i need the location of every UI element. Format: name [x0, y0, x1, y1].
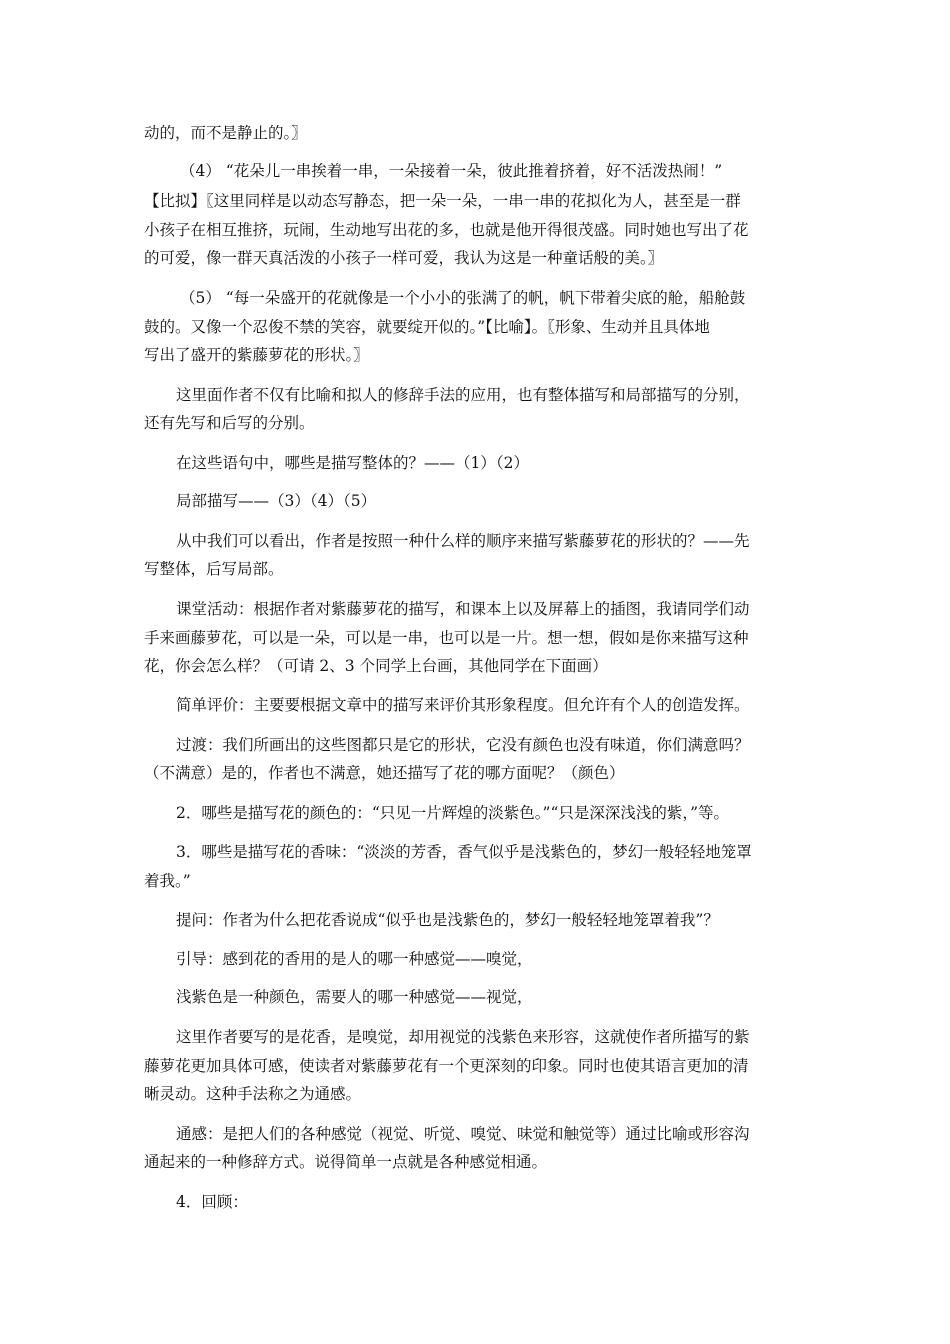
paragraph-line: 通感：是把人们的各种感觉（视觉、听觉、嗅觉、味觉和触觉等）通过比喻或形容沟 [176, 1125, 750, 1143]
paragraph-line: （不满意）是的，作者也不满意，她还描写了花的哪方面呢？（颜色） [144, 764, 625, 782]
paragraph-line: 在这些语句中，哪些是描写整体的？——（1）（2） [176, 454, 529, 472]
paragraph-line: 过渡：我们所画出的这些图都只是它的形状，它没有颜色也没有味道，你们满意吗？ [176, 736, 750, 754]
paragraph-line: 着我。” [144, 872, 191, 890]
paragraph-line: 写整体，后写局部。 [144, 560, 284, 578]
paragraph-line: 从中我们可以看出，作者是按照一种什么样的顺序来描写紫藤萝花的形状的？——先 [176, 532, 750, 550]
paragraph-line: 【比拟】〖这里同样是以动态写静态，把一朵一朵，一串一串的花拟化为人，甚至是一群 [144, 192, 741, 210]
paragraph-line: 手来画藤萝花，可以是一朵，可以是一串，也可以是一片。想一想，假如是你来描写这种 [144, 629, 749, 647]
paragraph-line: 的可爱，像一群天真活泼的小孩子一样可爱，我认为这是一种童话般的美。〗 [144, 249, 664, 267]
paragraph-line: （4） “花朵儿一串挨着一串，一朵接着一朵，彼此推着挤着，好不活泼热闹！” [180, 162, 723, 180]
paragraph-line: 这里面作者不仅有比喻和拟人的修辞手法的应用，也有整体描写和局部描写的分别， [176, 386, 750, 404]
paragraph-line: 简单评价：主要要根据文章中的描写来评价其形象程度。但允许有个人的创造发挥。 [176, 696, 750, 714]
paragraph-line: 晰灵动。这种手法称之为通感。 [144, 1085, 362, 1103]
paragraph-line: 动的，而不是静止的。〗 [144, 124, 307, 142]
paragraph-line: 藤萝花更加具体可感，使读者对紫藤萝花有一个更深刻的印象。同时也使其语言更加的清 [144, 1057, 749, 1075]
paragraph-line: 浅紫色是一种颜色，需要人的哪一种感觉——视觉， [176, 988, 533, 1006]
paragraph-line: 还有先写和后写的分别。 [144, 414, 315, 432]
paragraph-line: （5） “每一朵盛开的花就像是一个小小的张满了的帆，帆下带着尖底的舱，船舱鼓 [180, 289, 746, 307]
paragraph-line: 2．哪些是描写花的颜色的：“只见一片辉煌的淡紫色。”“只是深深浅浅的紫，”等。 [176, 804, 730, 822]
paragraph-line: 这里作者要写的是花香，是嗅觉，却用视觉的浅紫色来形容，这就使作者所描写的紫 [176, 1028, 750, 1046]
paragraph-line: 4．回顾： [176, 1193, 248, 1211]
paragraph-line: 3．哪些是描写花的香味：“淡淡的芳香，香气似乎是浅紫色的，梦幻一般轻轻地笼罩 [176, 843, 752, 861]
paragraph-line: 花，你会怎么样？（可请 2、3 个同学上台画，其他同学在下面画） [144, 657, 608, 675]
paragraph-line: 提问：作者为什么把花香说成“似乎也是浅紫色的，梦幻一般轻轻地笼罩着我”？ [176, 911, 719, 929]
paragraph-line: 通起来的一种修辞方式。说得简单一点就是各种感觉相通。 [144, 1153, 548, 1171]
paragraph-line: 局部描写——（3）（4）（5） [176, 492, 377, 510]
paragraph-line: 鼓的。又像一个忍俊不禁的笑容，就要绽开似的。”【比喻】。〖形象、生动并且具体地 [144, 318, 710, 336]
paragraph-line: 课堂活动：根据作者对紫藤萝花的描写，和课本上以及屏幕上的插图，我请同学们动 [176, 600, 750, 618]
paragraph-line: 写出了盛开的紫藤萝花的形状。〗 [144, 346, 369, 364]
paragraph-line: 引导：感到花的香用的是人的哪一种感觉——嗅觉， [176, 950, 533, 968]
paragraph-line: 小孩子在相互推挤，玩闹，生动地写出花的多，也就是他开得很茂盛。同时她也写出了花 [144, 221, 749, 239]
